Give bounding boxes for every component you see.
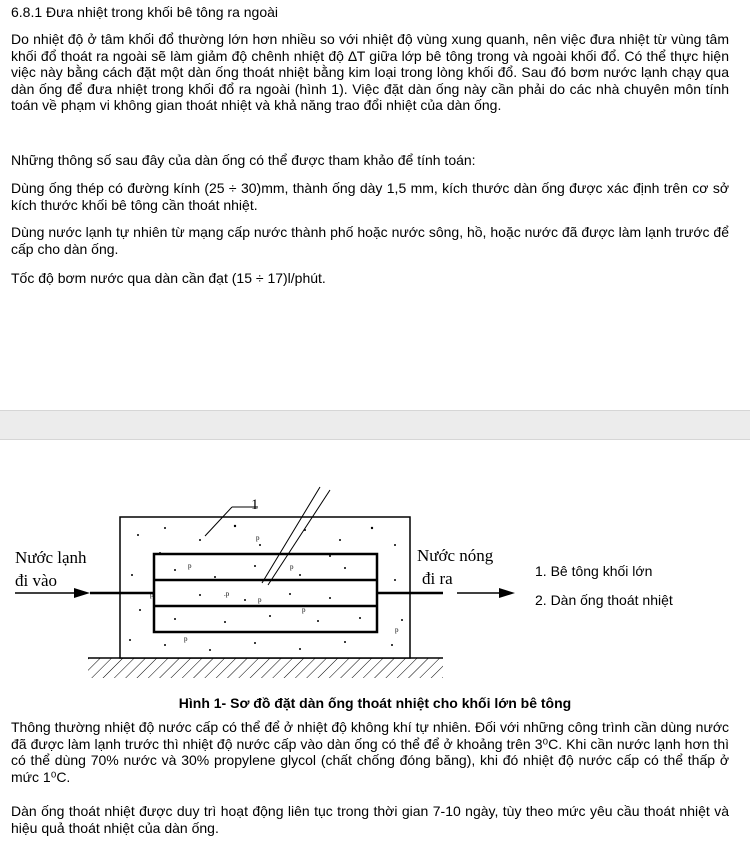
paragraph-intro: Do nhiệt độ ở tâm khối đổ thường lớn hơn nhiều so với nhiệt độ vùng xung quanh, nên việc đưa nhiệt từ vùng tâm khối đổ thoát ra ngoài sẽ làm giảm độ chênh nhiệt độ ∆T giữa lớp bê tông trong và ngoài khối đổ. Có thể thực hiện việc này bằng cách đặt một dàn ống thoát nhiệt bằng kim loại trong lòng khối đổ. Sau đó bơm nước lạnh chạy qua dàn ống để đưa nhiệt trong khối đổ ra ngoài (hình 1). Việc đặt dàn ống này cần phải do các nhà chuyên môn tính toán về phạm vi không gian thoát nhiệt và khả năng trao đổi nhiệt của dàn ống.: [11, 31, 729, 113]
outlet-arrowhead: [499, 588, 515, 598]
inlet-label-line2: đi vào: [15, 571, 58, 590]
figure-caption: Hình 1- Sơ đồ đặt dàn ống thoát nhiệt cho khối lớn bê tông: [178, 695, 572, 711]
outlet-label: Nước nóng: [417, 546, 494, 565]
legend-item-pipe: 2. Dàn ống thoát nhiệt: [535, 592, 673, 608]
paragraph-pipe-spec: Dùng ống thép có đường kính (25 ÷ 30)mm, thành ống dày 1,5 mm, kích thước dàn ống được xác định trên cơ sở kích thước khối bê tông cần thoát nhiệt.: [11, 180, 729, 213]
section-heading: 6.8.1 Đưa nhiệt trong khối bê tông ra ngoài: [11, 4, 278, 20]
svg-text:p: p: [256, 534, 260, 542]
figure-label-number: 1: [251, 497, 259, 513]
outlet-label-line2: đi ra: [422, 569, 453, 588]
paragraph-operation-duration: Dàn ống thoát nhiệt được duy trì hoạt động liên tục trong thời gian 7-10 ngày, tùy theo mức yêu cầu thoát nhiệt và hiệu quả thoát nhiệt của dàn ống.: [11, 803, 729, 836]
svg-text:p: p: [258, 596, 262, 604]
paragraph-pump-rate: Tốc độ bơm nước qua dàn cần đạt (15 ÷ 17)l/phút.: [11, 270, 326, 286]
ground-hatch: [88, 658, 443, 678]
concrete-block: [120, 517, 410, 658]
legend-item-concrete: 1. Bê tông khối lớn: [535, 563, 653, 579]
inlet-label: Nước lạnh: [15, 548, 87, 567]
svg-text:p: p: [150, 591, 154, 599]
svg-text:p: p: [290, 563, 294, 571]
svg-text:p: p: [188, 562, 192, 570]
inlet-arrowhead: [74, 588, 90, 598]
paragraph-water-temperature: Thông thường nhiệt độ nước cấp có thể để ở nhiệt độ không khí tự nhiên. Đối với những công trình cần dùng nước đã được làm lạnh trước thì nhiệt độ nước cấp vào dàn ống có thể để ở khoảng trên 3⁰C. Khi cần nước lạnh hơn thì có thể dùng 70% nước và 30% propylene glycol (chất chống đóng băng), khi đó nhiệt độ nước cấp có thể thấp ở mức 1⁰C.: [11, 719, 729, 785]
svg-text:p: p: [184, 635, 188, 643]
svg-text:.p: .p: [224, 590, 230, 598]
svg-text:p: p: [395, 626, 399, 634]
paragraph-water-source: Dùng nước lạnh tự nhiên từ mạng cấp nước thành phố hoặc nước sông, hồ, hoặc nước đã được làm lạnh trước để cấp cho dàn ống.: [11, 224, 729, 257]
svg-text:p: p: [302, 606, 306, 614]
paragraph-parameters-intro: Những thông số sau đây của dàn ống có thể được tham khảo để tính toán:: [11, 152, 476, 168]
